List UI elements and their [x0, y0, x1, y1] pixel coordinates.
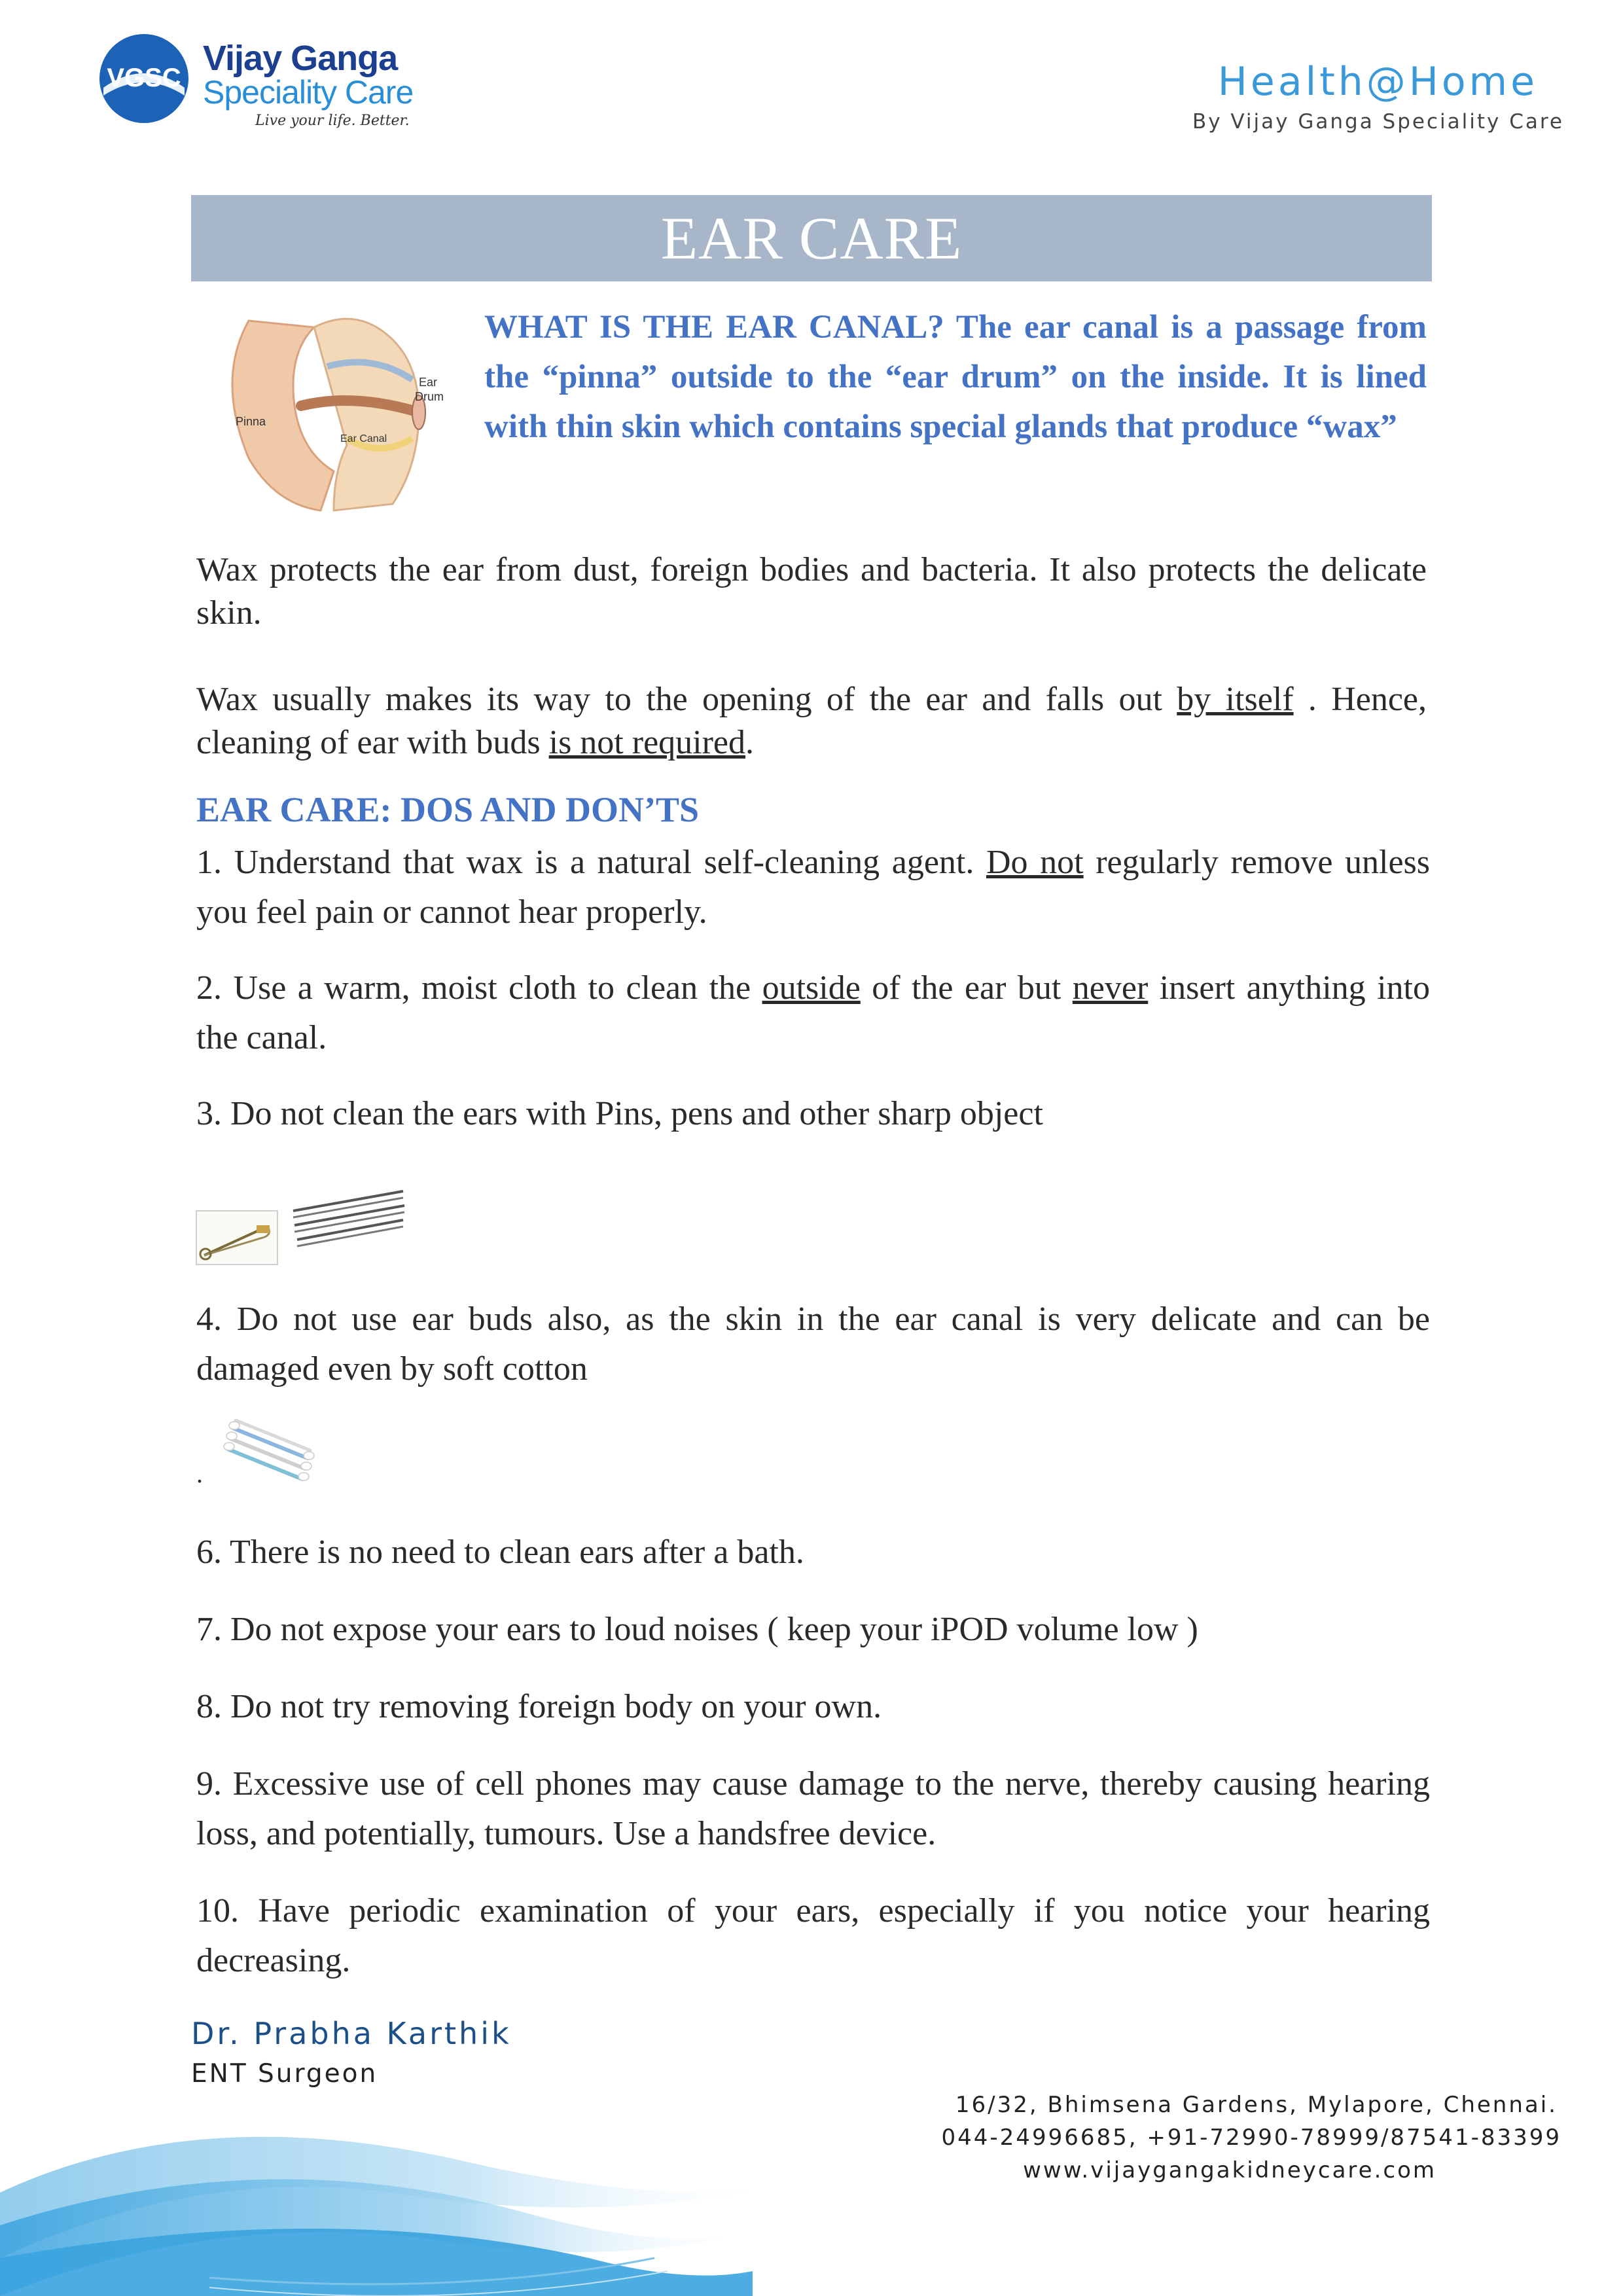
list-item-3: 3. Do not clean the ears with Pins, pens and other sharp object	[196, 1095, 1043, 1132]
list-item-1: 1. Understand that wax is a natural self-cleaning agent. Do not regularly remove unless you feel pain or cannot hear properly.	[196, 844, 1431, 931]
brand-logo	[98, 33, 438, 137]
series-title: Health@Home	[1217, 59, 1538, 105]
list-item-9: 9. Excessive use of cell phones may cause damage to the nerve, thereby causing hearing loss, and potentially, tumours. Use a handsfree device.	[196, 1765, 1430, 1852]
vgsc-logo-icon	[98, 33, 190, 124]
underline-outside: outside	[762, 969, 861, 1007]
list-item-10: 10. Have periodic examination of your ears, especially if you notice your hearing decreasing.	[196, 1892, 1430, 1979]
cotton-buds-image	[223, 1419, 321, 1491]
underline-never: never	[1072, 969, 1149, 1007]
logo-monogram: VGSC	[107, 63, 181, 92]
page-title: EAR CARE	[660, 205, 963, 272]
doctor-name: Dr. Prabha Karthik	[191, 2016, 512, 2051]
section-heading-dos-donts: EAR CARE: DOS AND DON’TS	[196, 790, 700, 829]
logo-tagline: Live your life. Better.	[255, 113, 410, 129]
underline-not-required: is not required	[548, 724, 745, 761]
doctor-title: ENT Surgeon	[191, 2059, 378, 2089]
ear-anatomy-illustration	[223, 308, 458, 517]
underline-do-not: Do not	[986, 844, 1084, 881]
title-band	[191, 195, 1432, 281]
label-drum: Drum	[415, 390, 444, 403]
paragraph-wax-protects: Wax protects the ear from dust, foreign bodies and bacteria. It also protects the delicate skin.	[196, 551, 1427, 632]
paragraph-wax-falls-out: Wax usually makes its way to the opening of the ear and falls out by itself . Hence, cleaning of ear with buds is not required.	[196, 681, 1427, 761]
label-pinna: Pinna	[236, 415, 266, 428]
logo-brand-line2: Speciality Care	[203, 74, 414, 111]
label-ear-canal: Ear Canal	[340, 433, 387, 444]
footer-phones: 044-24996685, +91-72990-78999/87541-83399	[941, 2125, 1561, 2151]
list-item-8: 8. Do not try removing foreign body on your own.	[196, 1688, 882, 1725]
list-item-4: 4. Do not use ear buds also, as the skin in the ear canal is very delicate and can be damaged even by soft cotton	[196, 1300, 1430, 1388]
list-item-6: 6. There is no need to clean ears after a bath.	[196, 1534, 804, 1571]
footer-address: 16/32, Bhimsena Gardens, Mylapore, Chennai.	[955, 2092, 1558, 2118]
intro-ear-canal: WHAT IS THE EAR CANAL? The ear canal is a passage from the “pinna” outside to the “ear drum” on the inside. It is lined with thin skin which contains special glands that produce “wax”	[484, 309, 1427, 445]
label-ear: Ear	[419, 376, 438, 389]
safety-pin-and-hairpins-image	[195, 1182, 411, 1267]
list-item-7: 7. Do not expose your ears to loud noises ( keep your iPOD volume low )	[196, 1611, 1198, 1648]
series-subtitle: By Vijay Ganga Speciality Care	[1192, 110, 1564, 134]
underline-by-itself: by itself	[1177, 681, 1294, 718]
stray-period: .	[196, 1459, 203, 1488]
footer-website[interactable]: www.vijaygangakidneycare.com	[1023, 2157, 1436, 2183]
logo-brand-line1: Vijay Ganga	[203, 39, 398, 78]
list-item-2: 2. Use a warm, moist cloth to clean the outside of the ear but never insert anything into the canal.	[196, 969, 1430, 1056]
